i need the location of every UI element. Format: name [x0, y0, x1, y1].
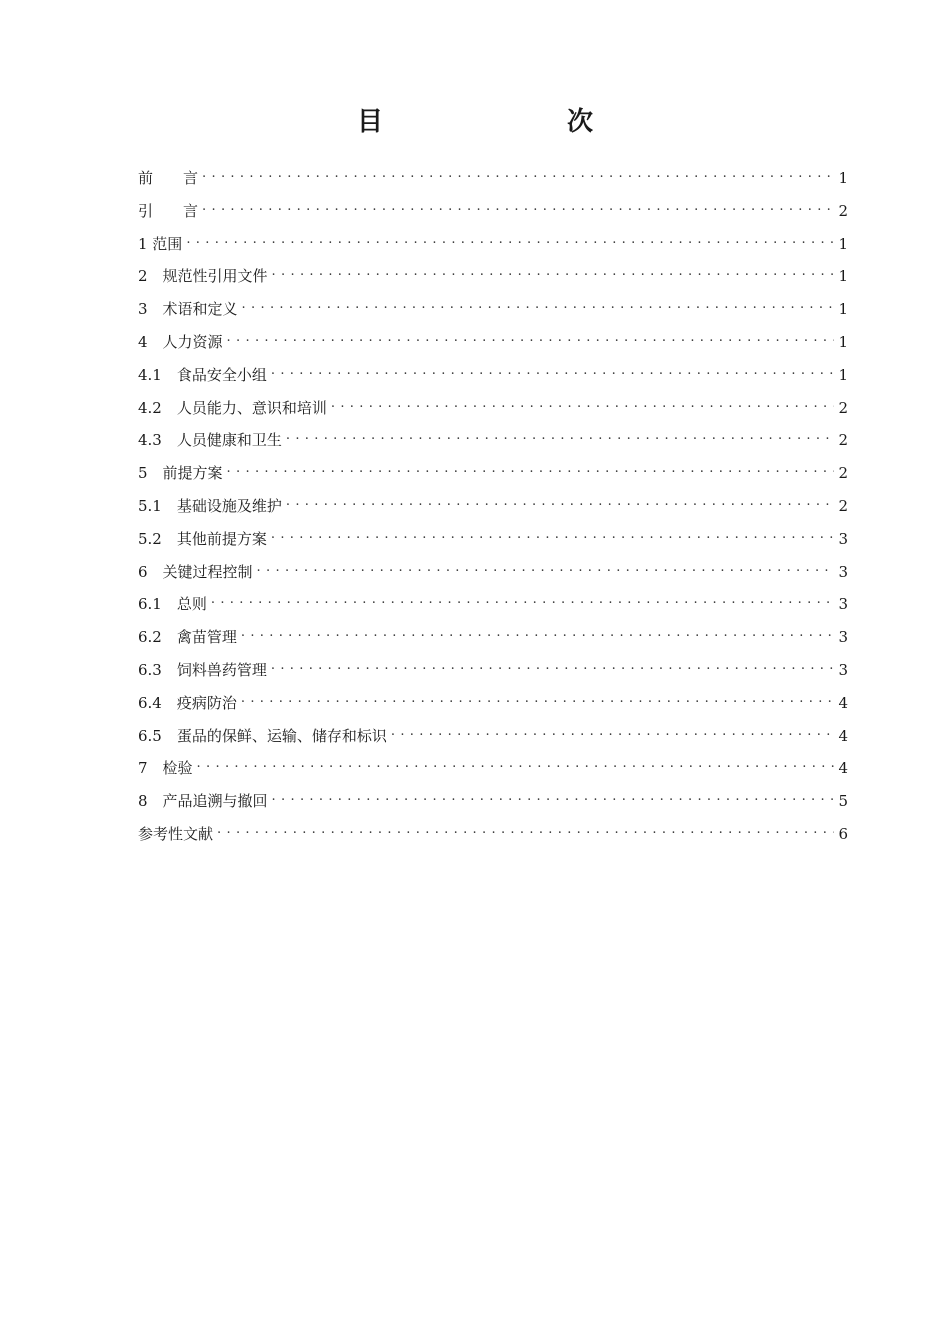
- toc-entry-label: 5.1 基础设施及维护: [138, 496, 282, 515]
- toc-leader-dots: [271, 659, 835, 675]
- toc-leader-dots: [271, 528, 835, 544]
- toc-page-number: 5: [838, 792, 848, 811]
- toc-leader-dots: [271, 364, 835, 380]
- toc-leader-dots: [331, 397, 835, 413]
- toc-entry-egg-handling[interactable]: [138, 725, 848, 758]
- toc-entry-label: 6 关键过程控制: [138, 562, 253, 581]
- toc-page-number: 2: [838, 201, 848, 220]
- toc-page-number: 1: [838, 234, 848, 253]
- toc-page-number: 4: [838, 759, 848, 778]
- toc-page-number: 6: [838, 824, 848, 843]
- toc-leader-dots: [241, 692, 835, 708]
- toc-entry-label: 2 规范性引用文件: [138, 267, 268, 286]
- toc-leader-dots: [242, 298, 835, 314]
- toc-entry-terms-definitions[interactable]: [138, 298, 848, 331]
- toc-leader-dots: [217, 823, 834, 839]
- toc-page-number: 3: [838, 660, 848, 679]
- toc-entry-label: 7 检验: [138, 759, 193, 778]
- toc-entry-human-resources[interactable]: [138, 331, 848, 364]
- toc-entry-normative-references[interactable]: [138, 265, 848, 298]
- table-of-contents: [138, 167, 848, 856]
- toc-entry-prerequisite-programs[interactable]: [138, 462, 848, 495]
- toc-entry-chick-management[interactable]: [138, 626, 848, 659]
- toc-page-number: 4: [838, 726, 848, 745]
- toc-page-number: 1: [838, 300, 848, 319]
- toc-leader-dots: [241, 626, 835, 642]
- toc-entry-label: 4 人力资源: [138, 332, 223, 351]
- toc-entry-feed-veterinary-drugs[interactable]: [138, 659, 848, 692]
- toc-entry-other-prerequisites[interactable]: [138, 528, 848, 561]
- toc-entry-label: 6.4 疫病防治: [138, 693, 237, 712]
- toc-entry-general[interactable]: [138, 593, 848, 626]
- toc-leader-dots: [202, 200, 834, 216]
- toc-entry-label: 6.1 总则: [138, 595, 207, 614]
- toc-entry-label: 4.1 食品安全小组: [138, 365, 267, 384]
- toc-page-number: 1: [838, 169, 848, 187]
- toc-page-number: 1: [838, 332, 848, 351]
- toc-leader-dots: [257, 561, 835, 577]
- toc-page-number: 3: [838, 595, 848, 614]
- toc-leader-dots: [272, 790, 835, 806]
- toc-entry-bibliography[interactable]: [138, 823, 848, 856]
- toc-entry-key-process-control[interactable]: [138, 561, 848, 594]
- toc-leader-dots: [272, 265, 835, 281]
- toc-leader-dots: [197, 757, 835, 773]
- toc-page-number: 2: [838, 398, 848, 417]
- toc-entry-health-hygiene[interactable]: [138, 429, 848, 462]
- toc-entry-competence-training[interactable]: [138, 397, 848, 430]
- toc-leader-dots: [202, 167, 834, 183]
- toc-entry-introduction[interactable]: [138, 200, 848, 233]
- toc-entry-label: 参考性文献: [138, 824, 214, 843]
- toc-leader-dots: [227, 462, 835, 478]
- toc-entry-label: 5 前提方案: [138, 464, 223, 483]
- toc-page-number: 4: [838, 693, 848, 712]
- toc-entry-food-safety-team[interactable]: [138, 364, 848, 397]
- toc-page-number: 3: [838, 628, 848, 647]
- toc-page-number: 2: [838, 464, 848, 483]
- toc-leader-dots: [391, 725, 835, 741]
- toc-leader-dots: [186, 233, 834, 249]
- toc-entry-label: 4.2 人员能力、意识和培训: [138, 398, 327, 417]
- toc-entry-label: 6.2 禽苗管理: [138, 628, 237, 647]
- toc-entry-scope[interactable]: [138, 233, 848, 266]
- toc-entry-infrastructure[interactable]: [138, 495, 848, 528]
- toc-entry-traceability-recall[interactable]: [138, 790, 848, 823]
- toc-page-number: 2: [838, 496, 848, 515]
- toc-page-number: 3: [838, 562, 848, 581]
- page-title: 目 次: [356, 107, 637, 137]
- toc-entry-label: 前 言: [138, 169, 199, 187]
- toc-page-number: 2: [838, 431, 848, 450]
- toc-leader-dots: [227, 331, 835, 347]
- toc-entry-label: 6.5 蛋品的保鲜、运输、储存和标识: [138, 726, 387, 745]
- toc-entry-label: 1 范围: [138, 234, 183, 253]
- toc-entry-label: 引 言: [138, 201, 199, 220]
- toc-entry-foreword[interactable]: [138, 167, 848, 200]
- toc-entry-label: 8 产品追溯与撤回: [138, 792, 268, 811]
- toc-entry-label: 3 术语和定义: [138, 300, 238, 319]
- toc-entry-label: 4.3 人员健康和卫生: [138, 431, 282, 450]
- toc-entry-disease-prevention[interactable]: [138, 692, 848, 725]
- toc-entry-label: 5.2 其他前提方案: [138, 529, 267, 548]
- toc-entry-label: 6.3 饲料兽药管理: [138, 660, 267, 679]
- toc-page-number: 1: [838, 365, 848, 384]
- toc-leader-dots: [286, 495, 835, 511]
- toc-page-number: 1: [838, 267, 848, 286]
- toc-entry-inspection[interactable]: [138, 757, 848, 790]
- toc-leader-dots: [286, 429, 835, 445]
- toc-leader-dots: [211, 593, 835, 609]
- toc-page-number: 3: [838, 529, 848, 548]
